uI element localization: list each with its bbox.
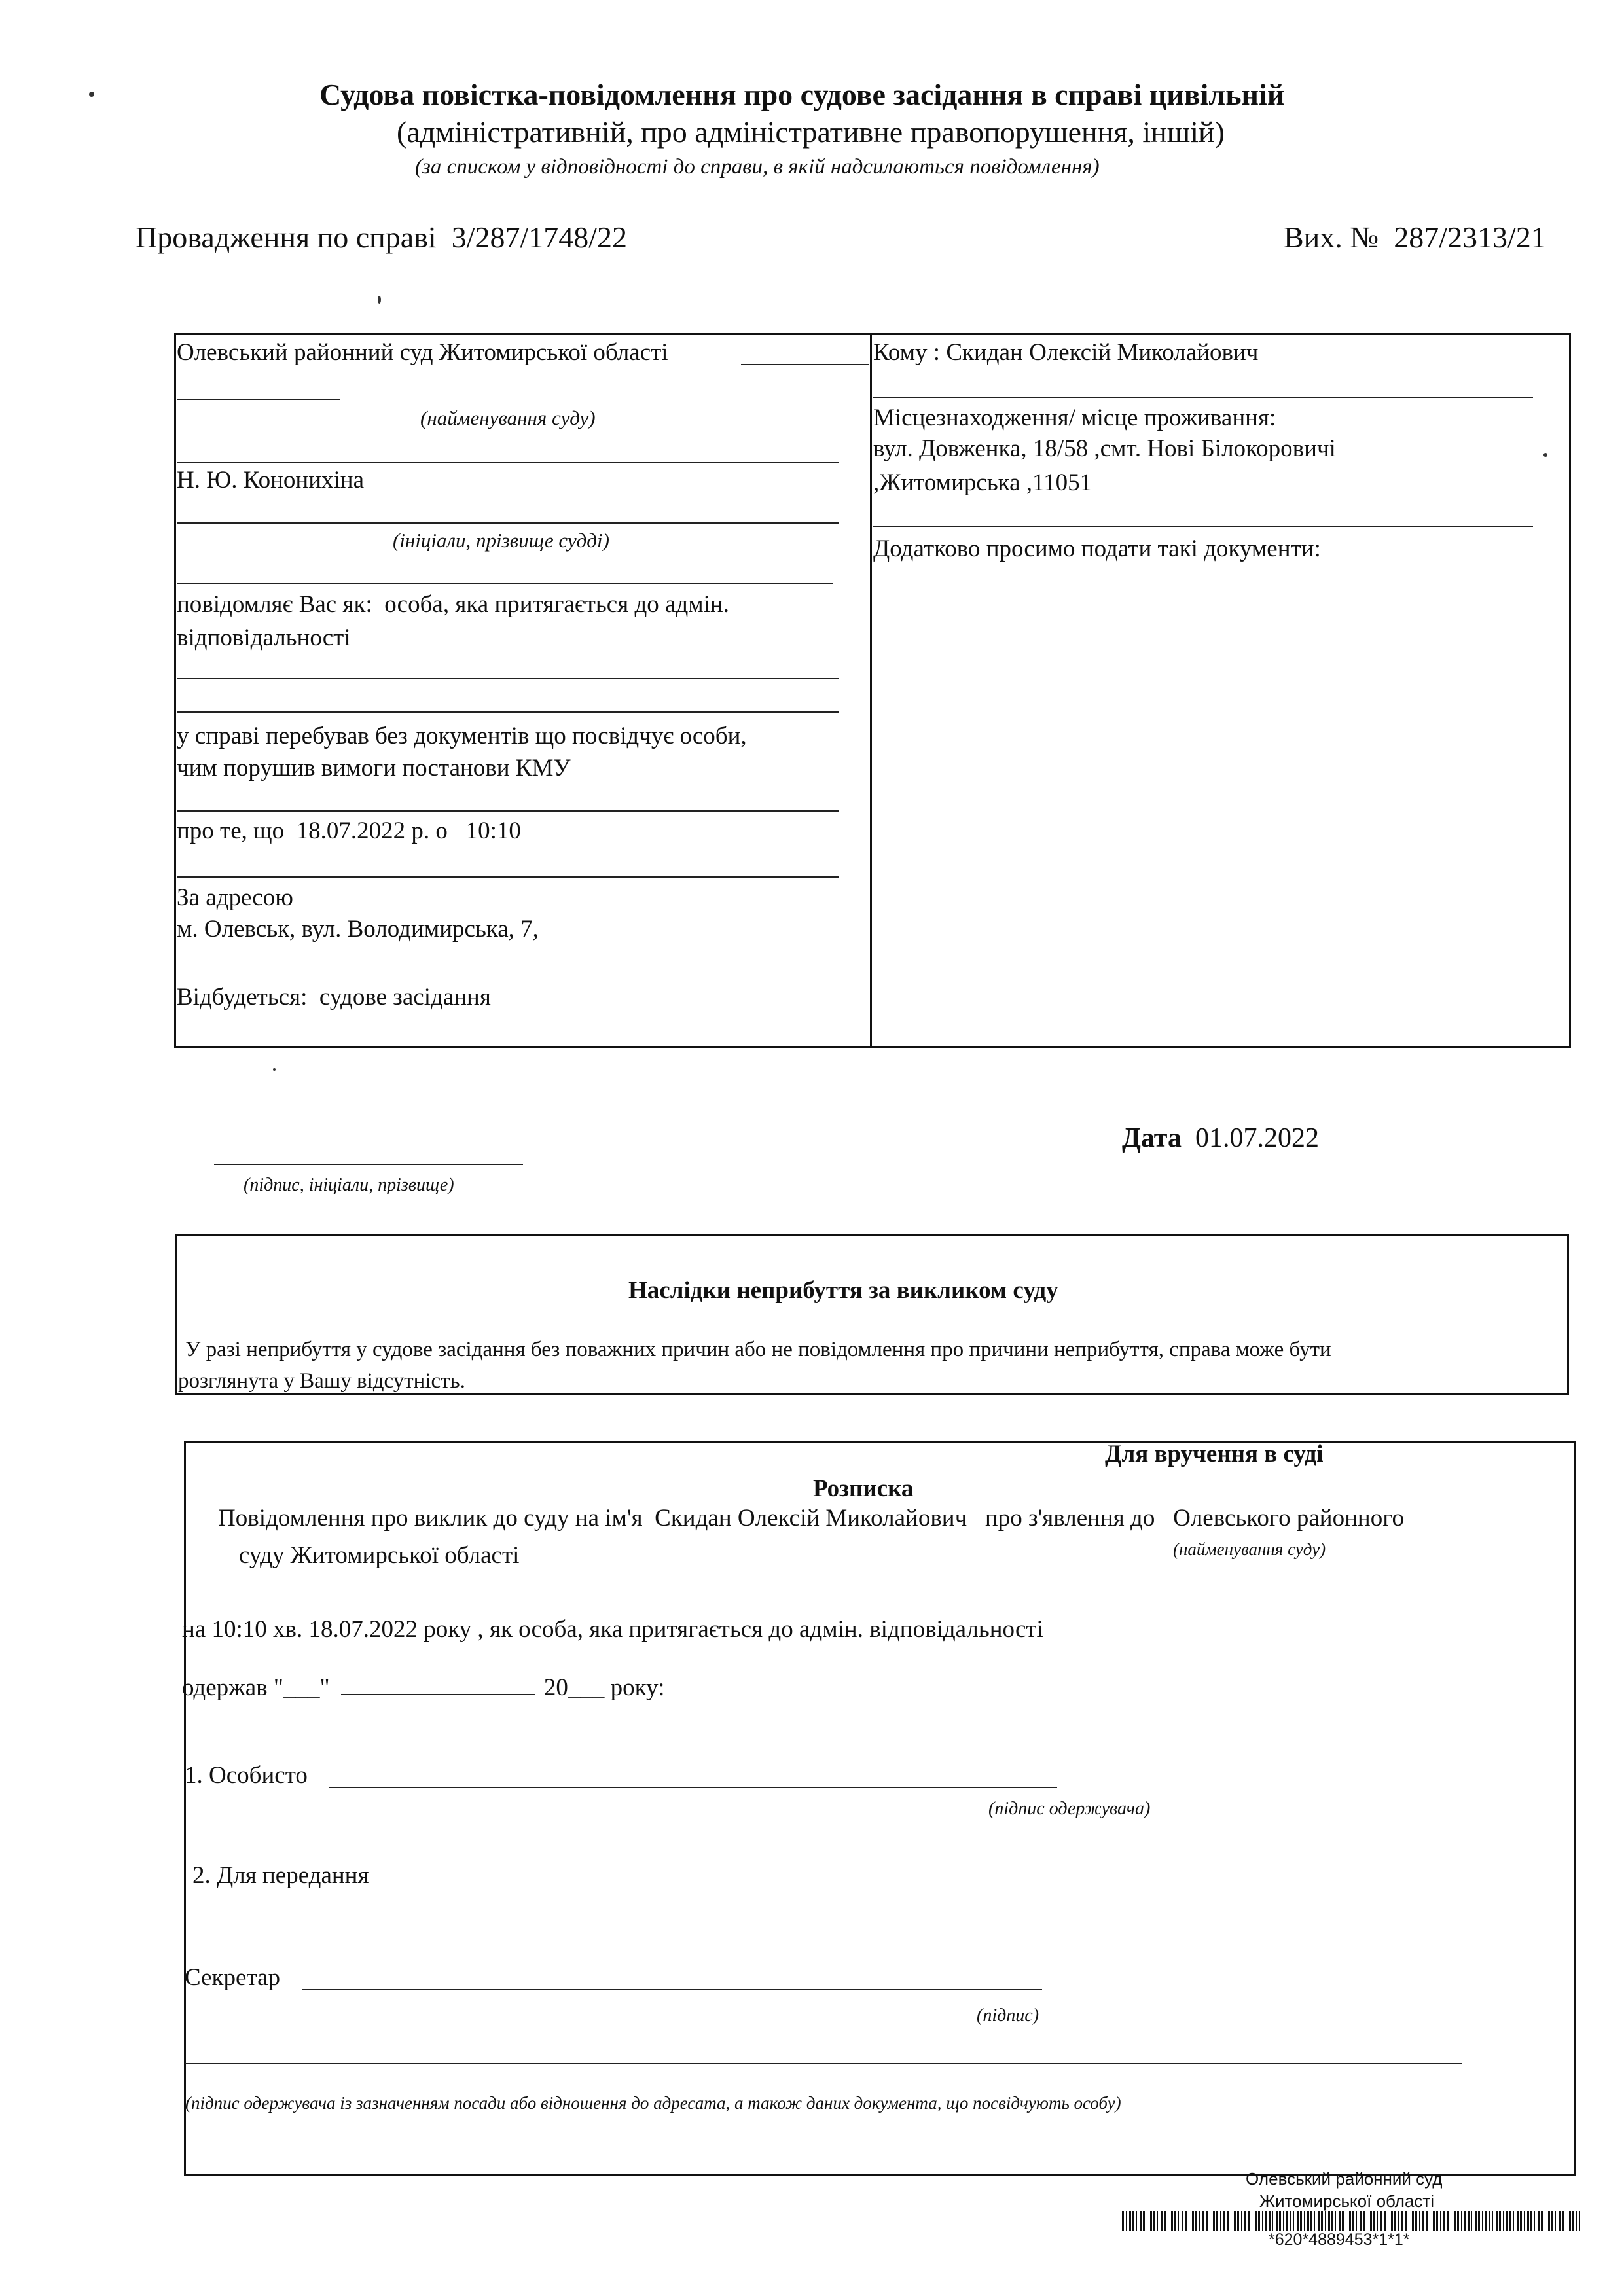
received-year-label: 20___ року: bbox=[543, 1674, 665, 1701]
receipt-title: Розписка bbox=[813, 1475, 914, 1502]
barcode bbox=[1122, 2211, 1580, 2231]
receipt-appearance-label: про з'явлення до bbox=[984, 1505, 1155, 1532]
personally-label: 1. Особисто bbox=[185, 1762, 308, 1789]
case-description-rule bbox=[177, 810, 839, 812]
scan-speck bbox=[1543, 453, 1547, 457]
event-line bbox=[177, 983, 491, 1011]
notify-role: особа, яка притягається до адмін. bbox=[384, 591, 730, 618]
notify-rule-1 bbox=[177, 678, 839, 679]
notify-rule-2 bbox=[177, 711, 839, 713]
hearing-time-line bbox=[177, 817, 521, 845]
date-label: Дата bbox=[1122, 1123, 1182, 1153]
notify-label: повідомляє Вас як: bbox=[177, 591, 372, 618]
receipt-time-line: на 10:10 хв. 18.07.2022 року , як особа, яка притягається до адмін. відповідальності bbox=[182, 1616, 1043, 1643]
secretary-signature-caption: (підпис) bbox=[977, 2005, 1039, 2026]
hearing-time: 10:10 bbox=[465, 817, 521, 844]
notify-line-2: відповідальності bbox=[177, 624, 351, 651]
handover-label: 2. Для передання bbox=[192, 1862, 369, 1889]
secretary-label: Секретар bbox=[185, 1964, 280, 1991]
bottom-signature-line bbox=[185, 2063, 1462, 2064]
bottom-caption: (підпис одержувача із зазначенням посади або відношення до адресата, а також даних документа, що посвідчують особу) bbox=[185, 2093, 1121, 2113]
scan-speck bbox=[378, 296, 381, 304]
court-caption-rule bbox=[177, 462, 839, 463]
court-name-underline bbox=[741, 364, 869, 365]
address-label: За адресою bbox=[177, 884, 293, 911]
outgoing-number-line bbox=[1284, 220, 1546, 255]
notify-line-1 bbox=[177, 590, 729, 619]
date-line bbox=[1122, 1122, 1319, 1154]
receipt-line-1 bbox=[218, 1504, 1404, 1532]
received-line bbox=[182, 1674, 664, 1702]
receipt-court-name-2: суду Житомирської області bbox=[239, 1542, 520, 1569]
recipient-address-1: вул. Довженка, 18/58 ,смт. Нові Білокоровичі bbox=[873, 435, 1336, 462]
signature-caption: (підпис, ініціали, прізвище) bbox=[244, 1175, 454, 1195]
document-note: (за списком у відповідності до справи, в якій надсилаються повідомлення) bbox=[415, 155, 1100, 179]
judge-caption-rule bbox=[177, 583, 833, 584]
consequences-title: Наслідки неприбуття за викликом суду bbox=[628, 1277, 1058, 1304]
event-label: Відбудеться: bbox=[177, 984, 308, 1011]
scan-speck bbox=[89, 92, 94, 97]
outgoing-label: Вих. № bbox=[1284, 221, 1379, 254]
court-stamp-line-2: Житомирської області bbox=[1259, 2191, 1435, 2211]
receipt-recipient-name: Скидан Олексій Миколайович bbox=[655, 1505, 967, 1532]
location-label: Місцезнаходження/ місце проживання: bbox=[873, 404, 1276, 431]
court-caption: (найменування суду) bbox=[420, 406, 596, 429]
hearing-date: 18.07.2022 bbox=[296, 817, 406, 844]
received-day-blank bbox=[341, 1674, 535, 1695]
judge-caption: (ініціали, прізвище судді) bbox=[393, 529, 609, 552]
recipient-address-rule bbox=[873, 526, 1533, 527]
additional-docs-label: Додатково просимо подати такі документи: bbox=[873, 535, 1321, 562]
secretary-signature-line bbox=[302, 1989, 1042, 1990]
issue-date: 01.07.2022 bbox=[1195, 1123, 1319, 1153]
for-court-label: Для вручення в суді bbox=[1105, 1441, 1324, 1467]
outgoing-number: 287/2313/21 bbox=[1394, 221, 1546, 254]
recipient-name: Скидан Олексій Миколайович bbox=[946, 339, 1259, 366]
hearing-time-rule bbox=[177, 876, 839, 878]
signature-line bbox=[214, 1164, 523, 1165]
column-divider bbox=[870, 333, 872, 1048]
court-stamp-line-1: Олевський районний суд bbox=[1246, 2169, 1443, 2189]
personally-signature-line bbox=[329, 1787, 1057, 1788]
consequences-text-1: У разі неприбуття у судове засідання без поважних причин або не повідомлення про причини неприбуття, справа може бути bbox=[185, 1338, 1331, 1361]
court-name-underline-2 bbox=[177, 399, 340, 400]
court-address: м. Олевськ, вул. Володимирська, 7, bbox=[177, 916, 539, 942]
recipient-rule bbox=[873, 397, 1533, 398]
receipt-court-caption: (найменування суду) bbox=[1173, 1539, 1326, 1559]
about-label: про те, що bbox=[177, 817, 285, 844]
case-description-1: у справі перебував без документів що посвідчує особи, bbox=[177, 723, 747, 749]
recipient-line bbox=[873, 338, 1258, 367]
judge-name: Н. Ю. Кононихіна bbox=[177, 467, 364, 493]
document-title: Судова повістка-повідомлення про судове засідання в справі цивільній bbox=[319, 78, 1285, 111]
court-name: Олевський районний суд Житомирської області bbox=[177, 339, 668, 366]
judge-underline bbox=[177, 522, 839, 524]
case-label: Провадження по справі bbox=[135, 221, 437, 254]
scan-speck bbox=[273, 1068, 276, 1071]
recipient-label: Кому : bbox=[873, 339, 941, 366]
document-subtitle: (адміністративній, про адміністративне правопорушення, іншій) bbox=[397, 115, 1225, 149]
consequences-text-2: розглянута у Вашу відсутність. bbox=[178, 1369, 465, 1393]
received-label: одержав "___" bbox=[182, 1674, 330, 1701]
case-number-line bbox=[135, 220, 627, 255]
recipient-signature-caption: (підпис одержувача) bbox=[988, 1799, 1151, 1819]
event-type: судове засідання bbox=[319, 984, 491, 1011]
recipient-address-2: ,Житомирська ,11051 bbox=[873, 469, 1092, 496]
barcode-text: *620*4889453*1*1* bbox=[1269, 2231, 1410, 2249]
receipt-court-name-1: Олевського районного bbox=[1173, 1505, 1404, 1532]
case-number: 3/287/1748/22 bbox=[451, 221, 628, 254]
receipt-summons-label: Повідомлення про виклик до суду на ім'я bbox=[218, 1505, 643, 1532]
hearing-year-suffix: р. о bbox=[411, 817, 448, 844]
case-description-2: чим порушив вимоги постанови КМУ bbox=[177, 755, 571, 781]
